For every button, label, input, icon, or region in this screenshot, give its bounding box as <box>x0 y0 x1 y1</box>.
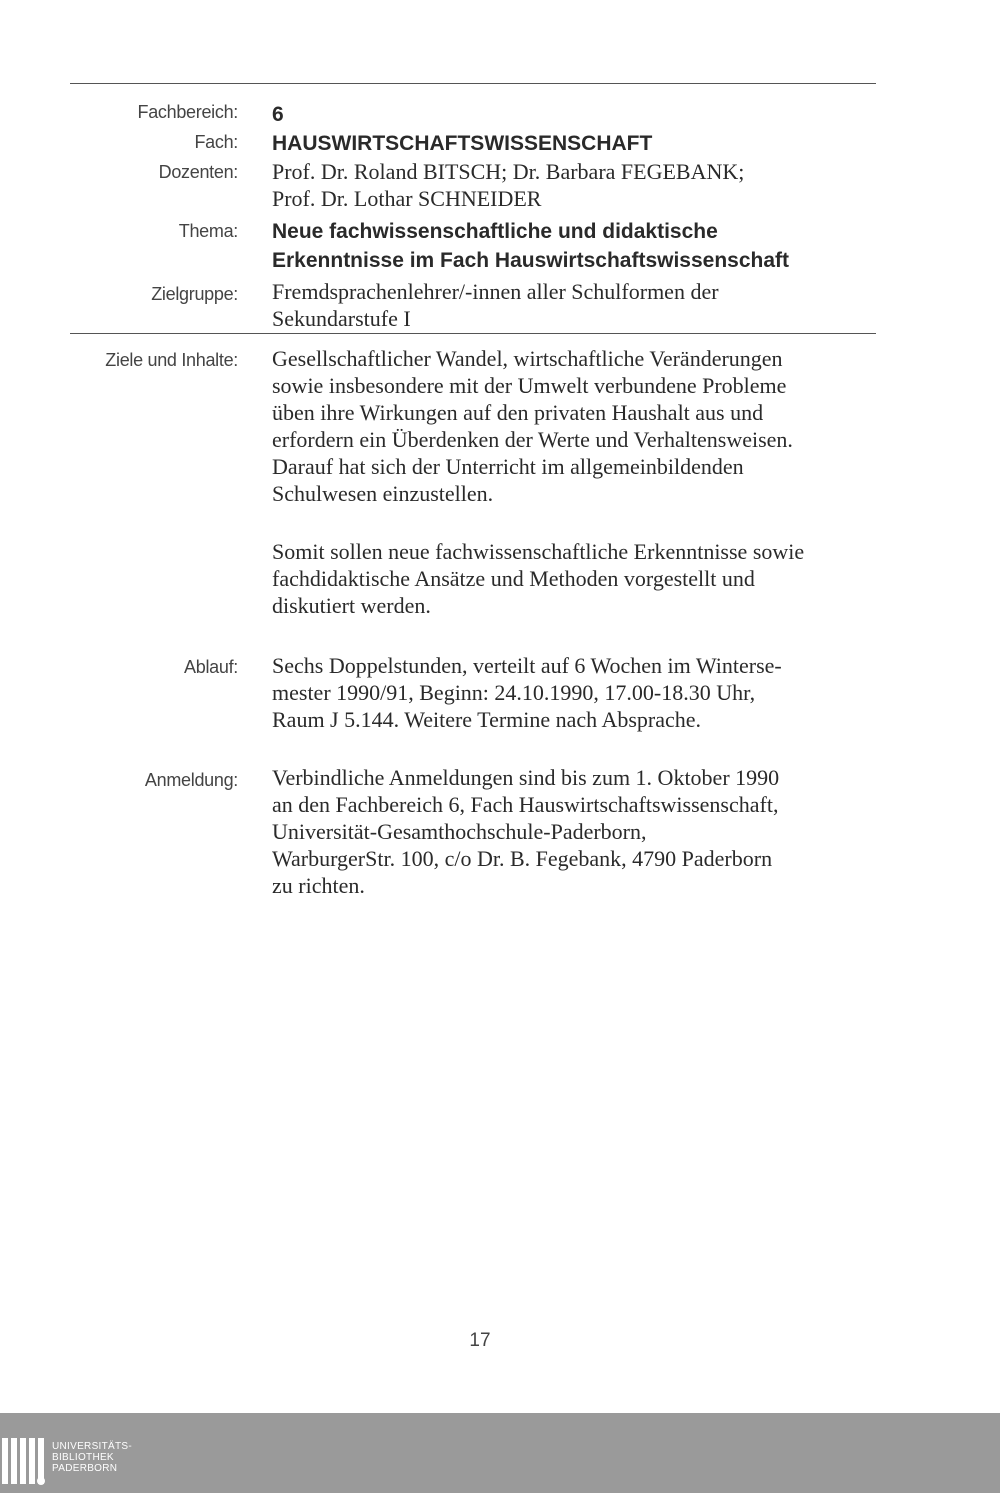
dozenten-value: Prof. Dr. Roland BITSCH; Dr. Barbara FEGEBANK; Prof. Dr. Lothar SCHNEIDER <box>272 159 745 211</box>
ziele-label: Ziele und Inhalte: <box>105 350 238 370</box>
zielgruppe-label: Zielgruppe: <box>151 284 238 304</box>
zielgruppe-value: Fremdsprachenlehrer/-innen aller Schulformen der Sekundarstufe I <box>272 279 719 331</box>
page-number: 17 <box>469 1330 491 1351</box>
ablauf-value: Sechs Doppelstunden, verteilt auf 6 Wochen im Winterse- mester 1990/91, Beginn: 24.10.1990, 17.00-18.30 Uhr, Raum J 5.144. Weitere Termine nach Absprache. <box>272 653 782 732</box>
thema-label: Thema: <box>178 221 238 241</box>
top-rule <box>70 83 876 84</box>
ziele-paragraph-2: Somit sollen neue fachwissenschaftliche Erkenntnisse sowie fachdidaktische Ansätze und Methoden vorgestellt und diskutiert werden. <box>272 539 805 618</box>
anmeldung-label: Anmeldung: <box>144 770 238 790</box>
ziele-paragraph-1: Gesellschaftlicher Wandel, wirtschaftliche Veränderungen sowie insbesondere mit der Umwelt verbundene Probleme üben ihre Wirkungen auf den privaten Haushalt aus und erfordern ein Überdenken der Werte und Verhaltensweisen. Darauf hat sich der Unterricht im allgemeinbildenden Schulwesen einzustellen. <box>272 346 793 506</box>
dozenten-label: Dozenten: <box>158 162 238 182</box>
thema-value: Neue fachwissenschaftliche und didaktische Erkenntnisse im Fach Hauswirtschaftswissenschaft <box>272 220 790 272</box>
library-footer <box>0 1413 1000 1493</box>
middle-rule <box>70 333 876 334</box>
fach-value: HAUSWIRTSCHAFTSWISSENSCHAFT <box>272 132 653 155</box>
ablauf-label: Ablauf: <box>184 657 238 677</box>
anmeldung-value: Verbindliche Anmeldungen sind bis zum 1. Oktober 1990 an den Fachbereich 6, Fach Hauswirtschaftswissenschaft, Universität-Gesamthochschule-Paderborn, WarburgerStr. 100, c/o Dr. B. Fegebank, 4790 Paderborn zu richten. <box>272 765 780 898</box>
logo-dot-icon <box>37 1477 45 1485</box>
fach-label: Fach: <box>194 132 238 152</box>
fachbereich-label: Fachbereich: <box>137 102 238 122</box>
library-logo-text: UNIVERSITÄTS- BIBLIOTHEK PADERBORN <box>52 1441 133 1474</box>
fachbereich-value: 6 <box>272 103 284 126</box>
